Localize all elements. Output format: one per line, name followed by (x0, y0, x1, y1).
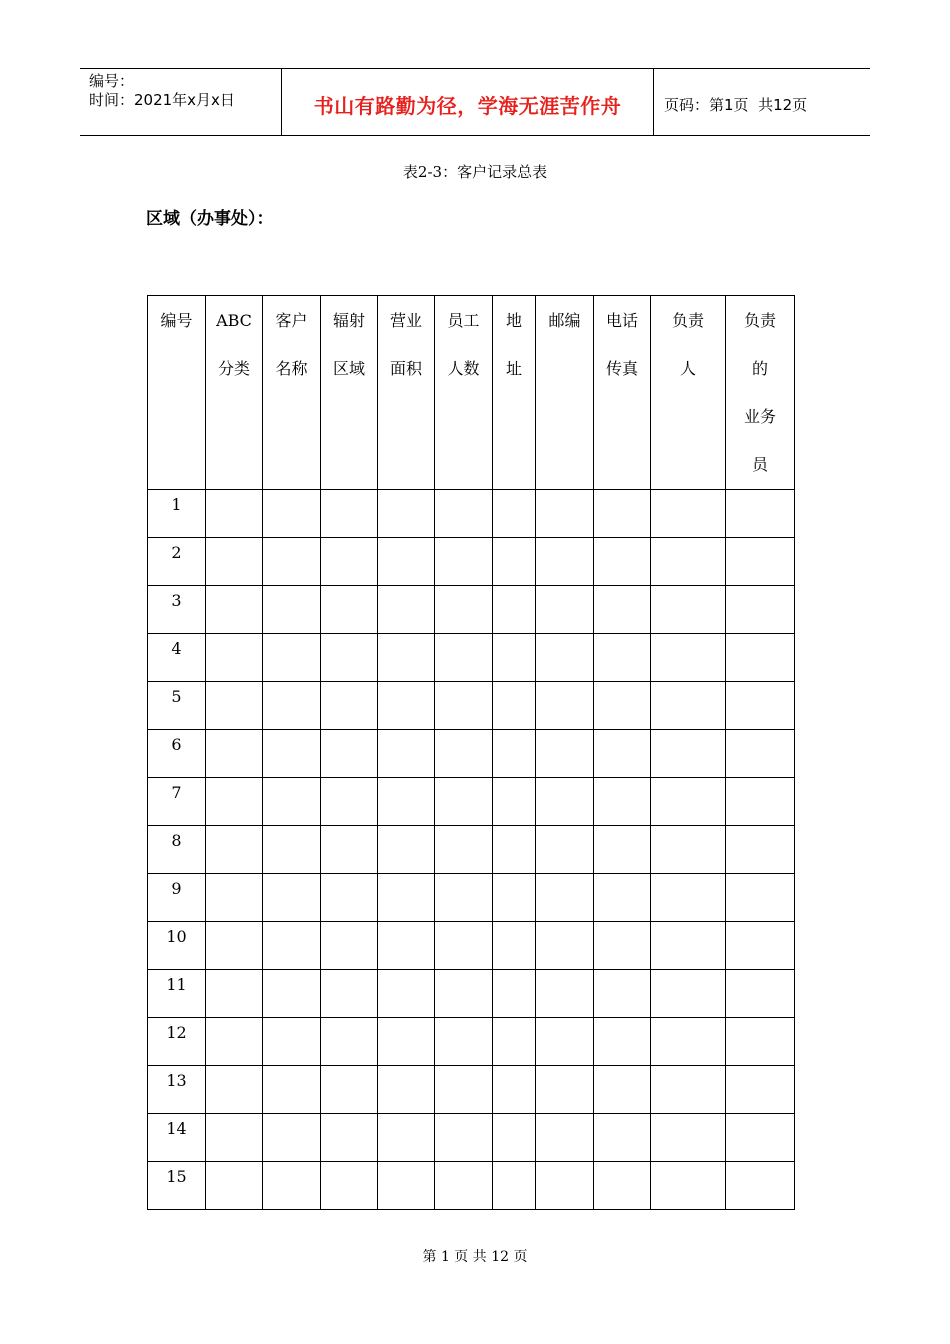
cell-staff (435, 1114, 493, 1162)
cell-address (493, 970, 536, 1018)
cell-area (378, 538, 435, 586)
row-number-cell: 11 (148, 970, 206, 1018)
cell-postcode (536, 682, 594, 730)
cell-radiation (321, 1066, 378, 1114)
cell-radiation (321, 1018, 378, 1066)
cell-postcode (536, 1162, 594, 1210)
row-number-cell: 14 (148, 1114, 206, 1162)
column-header-line: 址 (505, 359, 522, 378)
cell-address (493, 1162, 536, 1210)
cell-area (378, 730, 435, 778)
cell-staff (435, 1066, 493, 1114)
column-header-radiation (321, 296, 378, 490)
cell-phone (594, 922, 651, 970)
cell-sales (726, 538, 795, 586)
cell-phone (594, 778, 651, 826)
cell-owner (651, 922, 726, 970)
cell-address (493, 778, 536, 826)
cell-postcode (536, 778, 594, 826)
cell-owner (651, 826, 726, 874)
cell-abc (206, 490, 263, 538)
cell-staff (435, 538, 493, 586)
table-caption: 表2-3：客户记录总表 (402, 163, 548, 181)
table-body (148, 490, 795, 1210)
cell-owner (651, 1018, 726, 1066)
cell-owner (651, 970, 726, 1018)
cell-address (493, 730, 536, 778)
cell-address (493, 826, 536, 874)
cell-staff (435, 634, 493, 682)
cell-owner (651, 874, 726, 922)
cell-abc (206, 538, 263, 586)
cell-sales (726, 1114, 795, 1162)
cell-radiation (321, 874, 378, 922)
cell-staff (435, 1018, 493, 1066)
row-number-cell: 9 (148, 874, 206, 922)
page-footer: 第 1 页 共 12 页 (422, 1249, 528, 1265)
cell-area (378, 1018, 435, 1066)
column-header-sales (726, 296, 795, 490)
column-header-line: 营业 (389, 311, 422, 330)
cell-phone (594, 1162, 651, 1210)
cell-name (263, 1162, 321, 1210)
cell-phone (594, 634, 651, 682)
column-header-line: 地 (505, 311, 522, 330)
cell-abc (206, 634, 263, 682)
table-row (148, 1018, 795, 1066)
cell-sales (726, 682, 795, 730)
cell-staff (435, 1162, 493, 1210)
cell-phone (594, 970, 651, 1018)
cell-area (378, 922, 435, 970)
row-number-cell: 3 (148, 586, 206, 634)
table-row (148, 1162, 795, 1210)
column-header-line: 人 (679, 359, 696, 378)
table-row (148, 970, 795, 1018)
cell-phone (594, 586, 651, 634)
cell-postcode (536, 490, 594, 538)
cell-abc (206, 1162, 263, 1210)
column-header-line: 邮编 (548, 311, 581, 330)
cell-radiation (321, 826, 378, 874)
cell-abc (206, 730, 263, 778)
cell-phone (594, 490, 651, 538)
cell-postcode (536, 922, 594, 970)
cell-phone (594, 1066, 651, 1114)
cell-sales (726, 778, 795, 826)
cell-phone (594, 682, 651, 730)
page-header (80, 68, 870, 136)
column-header-name (263, 296, 321, 490)
cell-name (263, 586, 321, 634)
cell-owner (651, 586, 726, 634)
column-header-line: 的 (751, 359, 768, 378)
column-header-line: 区域 (332, 359, 365, 378)
cell-name (263, 538, 321, 586)
cell-abc (206, 1114, 263, 1162)
cell-abc (206, 682, 263, 730)
column-header-line: 业务 (743, 407, 776, 426)
table-row (148, 826, 795, 874)
cell-area (378, 826, 435, 874)
row-number-cell: 15 (148, 1162, 206, 1210)
cell-sales (726, 1066, 795, 1114)
cell-phone (594, 1018, 651, 1066)
cell-radiation (321, 634, 378, 682)
cell-postcode (536, 1018, 594, 1066)
cell-phone (594, 1114, 651, 1162)
cell-address (493, 1114, 536, 1162)
cell-staff (435, 730, 493, 778)
column-header-no (148, 296, 206, 490)
cell-area (378, 1114, 435, 1162)
table-row (148, 1114, 795, 1162)
cell-postcode (536, 874, 594, 922)
cell-staff (435, 874, 493, 922)
cell-name (263, 490, 321, 538)
cell-abc (206, 874, 263, 922)
cell-sales (726, 634, 795, 682)
cell-radiation (321, 970, 378, 1018)
cell-address (493, 538, 536, 586)
cell-sales (726, 730, 795, 778)
cell-postcode (536, 538, 594, 586)
cell-name (263, 826, 321, 874)
cell-name (263, 874, 321, 922)
table-row (148, 490, 795, 538)
cell-abc (206, 970, 263, 1018)
table-row (148, 778, 795, 826)
cell-phone (594, 826, 651, 874)
cell-staff (435, 586, 493, 634)
column-header-line: 负责 (671, 311, 704, 330)
cell-address (493, 922, 536, 970)
column-header-postcode (536, 296, 594, 490)
table-row (148, 682, 795, 730)
row-number-cell: 1 (148, 490, 206, 538)
table-row (148, 1066, 795, 1114)
column-header-line: 分类 (217, 359, 250, 378)
cell-sales (726, 874, 795, 922)
cell-name (263, 1018, 321, 1066)
cell-address (493, 1018, 536, 1066)
cell-radiation (321, 1162, 378, 1210)
cell-area (378, 1066, 435, 1114)
cell-staff (435, 778, 493, 826)
cell-radiation (321, 586, 378, 634)
column-header-line: 负责 (743, 311, 776, 330)
cell-owner (651, 1114, 726, 1162)
region-label: 区域（办事处）： (146, 209, 274, 229)
cell-name (263, 922, 321, 970)
cell-sales (726, 1018, 795, 1066)
cell-name (263, 634, 321, 682)
table-row (148, 634, 795, 682)
cell-owner (651, 490, 726, 538)
cell-phone (594, 538, 651, 586)
cell-area (378, 634, 435, 682)
cell-postcode (536, 1066, 594, 1114)
cell-address (493, 874, 536, 922)
cell-area (378, 1162, 435, 1210)
cell-owner (651, 730, 726, 778)
cell-postcode (536, 1114, 594, 1162)
column-header-line: 面积 (389, 359, 422, 378)
cell-abc (206, 826, 263, 874)
cell-staff (435, 922, 493, 970)
row-number-cell: 6 (148, 730, 206, 778)
cell-name (263, 730, 321, 778)
cell-address (493, 1066, 536, 1114)
cell-abc (206, 778, 263, 826)
row-number-cell: 10 (148, 922, 206, 970)
header-page-label: 页码：第1页 共12页 (664, 95, 808, 114)
row-number-cell: 2 (148, 538, 206, 586)
header-meta (80, 69, 282, 135)
column-header-address (493, 296, 536, 490)
cell-phone (594, 874, 651, 922)
cell-abc (206, 1066, 263, 1114)
table-row (148, 922, 795, 970)
header-motto: 书山有路勤为径，学海无涯苦作舟 (282, 69, 654, 135)
cell-owner (651, 778, 726, 826)
cell-staff (435, 490, 493, 538)
column-header-line: ABC (216, 311, 252, 330)
cell-sales (726, 826, 795, 874)
row-number-cell: 4 (148, 634, 206, 682)
cell-area (378, 490, 435, 538)
column-header-line: 传真 (605, 359, 638, 378)
table-row (148, 730, 795, 778)
cell-owner (651, 538, 726, 586)
table-row (148, 538, 795, 586)
table-header-row (148, 296, 795, 490)
cell-postcode (536, 586, 594, 634)
cell-radiation (321, 682, 378, 730)
cell-name (263, 970, 321, 1018)
cell-name (263, 778, 321, 826)
cell-radiation (321, 490, 378, 538)
table-row (148, 586, 795, 634)
document-number-label: 编号： (89, 72, 135, 90)
row-number-cell: 8 (148, 826, 206, 874)
row-number-cell: 13 (148, 1066, 206, 1114)
cell-postcode (536, 826, 594, 874)
row-number-cell: 5 (148, 682, 206, 730)
cell-radiation (321, 922, 378, 970)
column-header-line: 名称 (275, 359, 308, 378)
cell-area (378, 586, 435, 634)
column-header-line: 电话 (605, 311, 638, 330)
document-time-label: 时间：2021年x月x日 (89, 91, 235, 109)
cell-abc (206, 922, 263, 970)
cell-postcode (536, 970, 594, 1018)
cell-radiation (321, 1114, 378, 1162)
cell-name (263, 682, 321, 730)
column-header-staff (435, 296, 493, 490)
column-header-phone (594, 296, 651, 490)
cell-owner (651, 1066, 726, 1114)
cell-owner (651, 634, 726, 682)
cell-staff (435, 970, 493, 1018)
cell-owner (651, 682, 726, 730)
cell-address (493, 634, 536, 682)
customer-records-table (147, 295, 795, 1210)
cell-radiation (321, 538, 378, 586)
cell-postcode (536, 634, 594, 682)
column-header-area (378, 296, 435, 490)
cell-name (263, 1066, 321, 1114)
column-header-line: 编号 (160, 311, 193, 330)
column-header-line: 员 (751, 455, 768, 474)
cell-address (493, 682, 536, 730)
cell-sales (726, 1162, 795, 1210)
cell-abc (206, 586, 263, 634)
row-number-cell: 7 (148, 778, 206, 826)
cell-sales (726, 970, 795, 1018)
cell-owner (651, 1162, 726, 1210)
column-header-abc (206, 296, 263, 490)
column-header-line: 人数 (447, 359, 480, 378)
cell-sales (726, 490, 795, 538)
cell-area (378, 970, 435, 1018)
table-row (148, 874, 795, 922)
cell-abc (206, 1018, 263, 1066)
cell-phone (594, 730, 651, 778)
column-header-line: 员工 (447, 311, 480, 330)
cell-name (263, 1114, 321, 1162)
cell-sales (726, 586, 795, 634)
cell-sales (726, 922, 795, 970)
cell-address (493, 490, 536, 538)
cell-address (493, 586, 536, 634)
cell-radiation (321, 730, 378, 778)
cell-area (378, 682, 435, 730)
column-header-owner (651, 296, 726, 490)
cell-staff (435, 826, 493, 874)
column-header-line: 辐射 (332, 311, 365, 330)
cell-radiation (321, 778, 378, 826)
cell-area (378, 778, 435, 826)
cell-staff (435, 682, 493, 730)
column-header-line: 客户 (275, 311, 308, 330)
row-number-cell: 12 (148, 1018, 206, 1066)
cell-area (378, 874, 435, 922)
cell-postcode (536, 730, 594, 778)
